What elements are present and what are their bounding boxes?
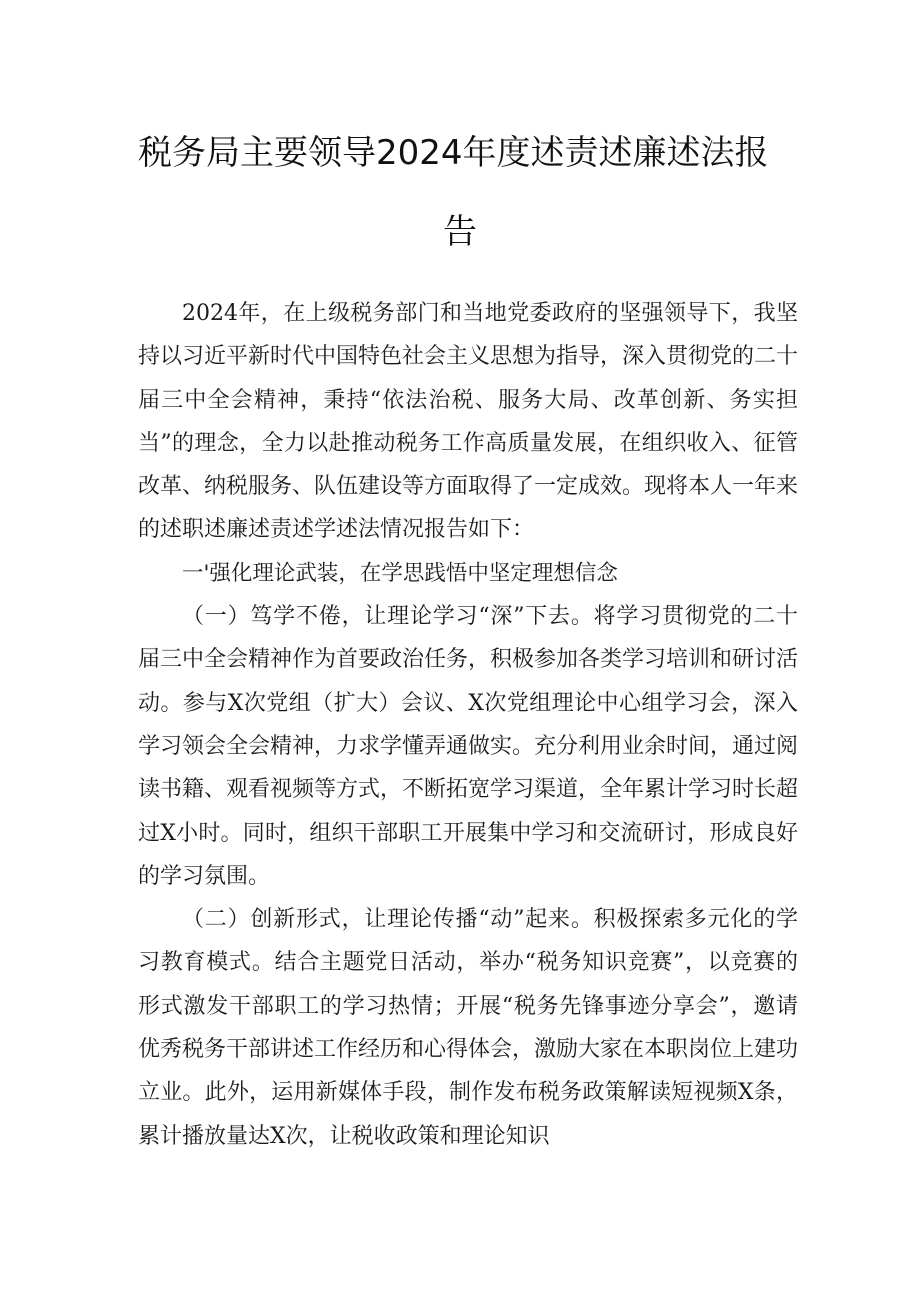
body-paragraph: （二）创新形式，让理论传播“动”起来。积极探索多元化的学习教育模式。结合主题党日活动，举办“税务知识竞赛”，以竞赛的形式激发干部职工的学习热情；开展“税务先锋事迹分享会”，邀请优秀税务干部讲述工作经历和心得体会，激励大家在本职岗位上建功立业。此外，运用新媒体手段，制作发布税务政策解读短视频X条，累计播放量达X次，让税收政策和理论知识 [138,907,799,1149]
intro-paragraph: 2024年，在上级税务部门和当地党委政府的坚强领导下，我坚持以习近平新时代中国特色社会主义思想为指导，深入贯彻党的二十届三中全会精神，秉持“依法治税、服务大局、改革创新、务实担当”的理念，全力以赴推动税务工作高质量发展，在组织收入、征管改革、纳税服务、队伍建设等方面取得了一定成效。现将本人一年来的述职述廉述责述学述法情况报告如下： [138,301,799,543]
document-body [138,292,798,1158]
document-title-continued: 告 [443,212,477,252]
body-paragraph: （一）笃学不倦，让理论学习“深”下去。将学习贯彻党的二十届三中全会精神作为首要政治任务，积极参加各类学习培训和研讨活动。参与X次党组（扩大）会议、X次党组理论中心组学习会，深入学习领会全会精神，力求学懂弄通做实。充分利用业余时间，通过阅读书籍、观看视频等方式，不断拓宽学习渠道，全年累计学习时长超过X小时。同时，组织干部职工开展集中学习和交流研讨，形成良好的学习氛围。 [138,604,799,889]
document-title: 税务局主要领导2024年度述责述廉述法报 [138,133,769,173]
section-heading: 一'强化理论武装，在学思践悟中坚定理想信念 [182,560,618,586]
